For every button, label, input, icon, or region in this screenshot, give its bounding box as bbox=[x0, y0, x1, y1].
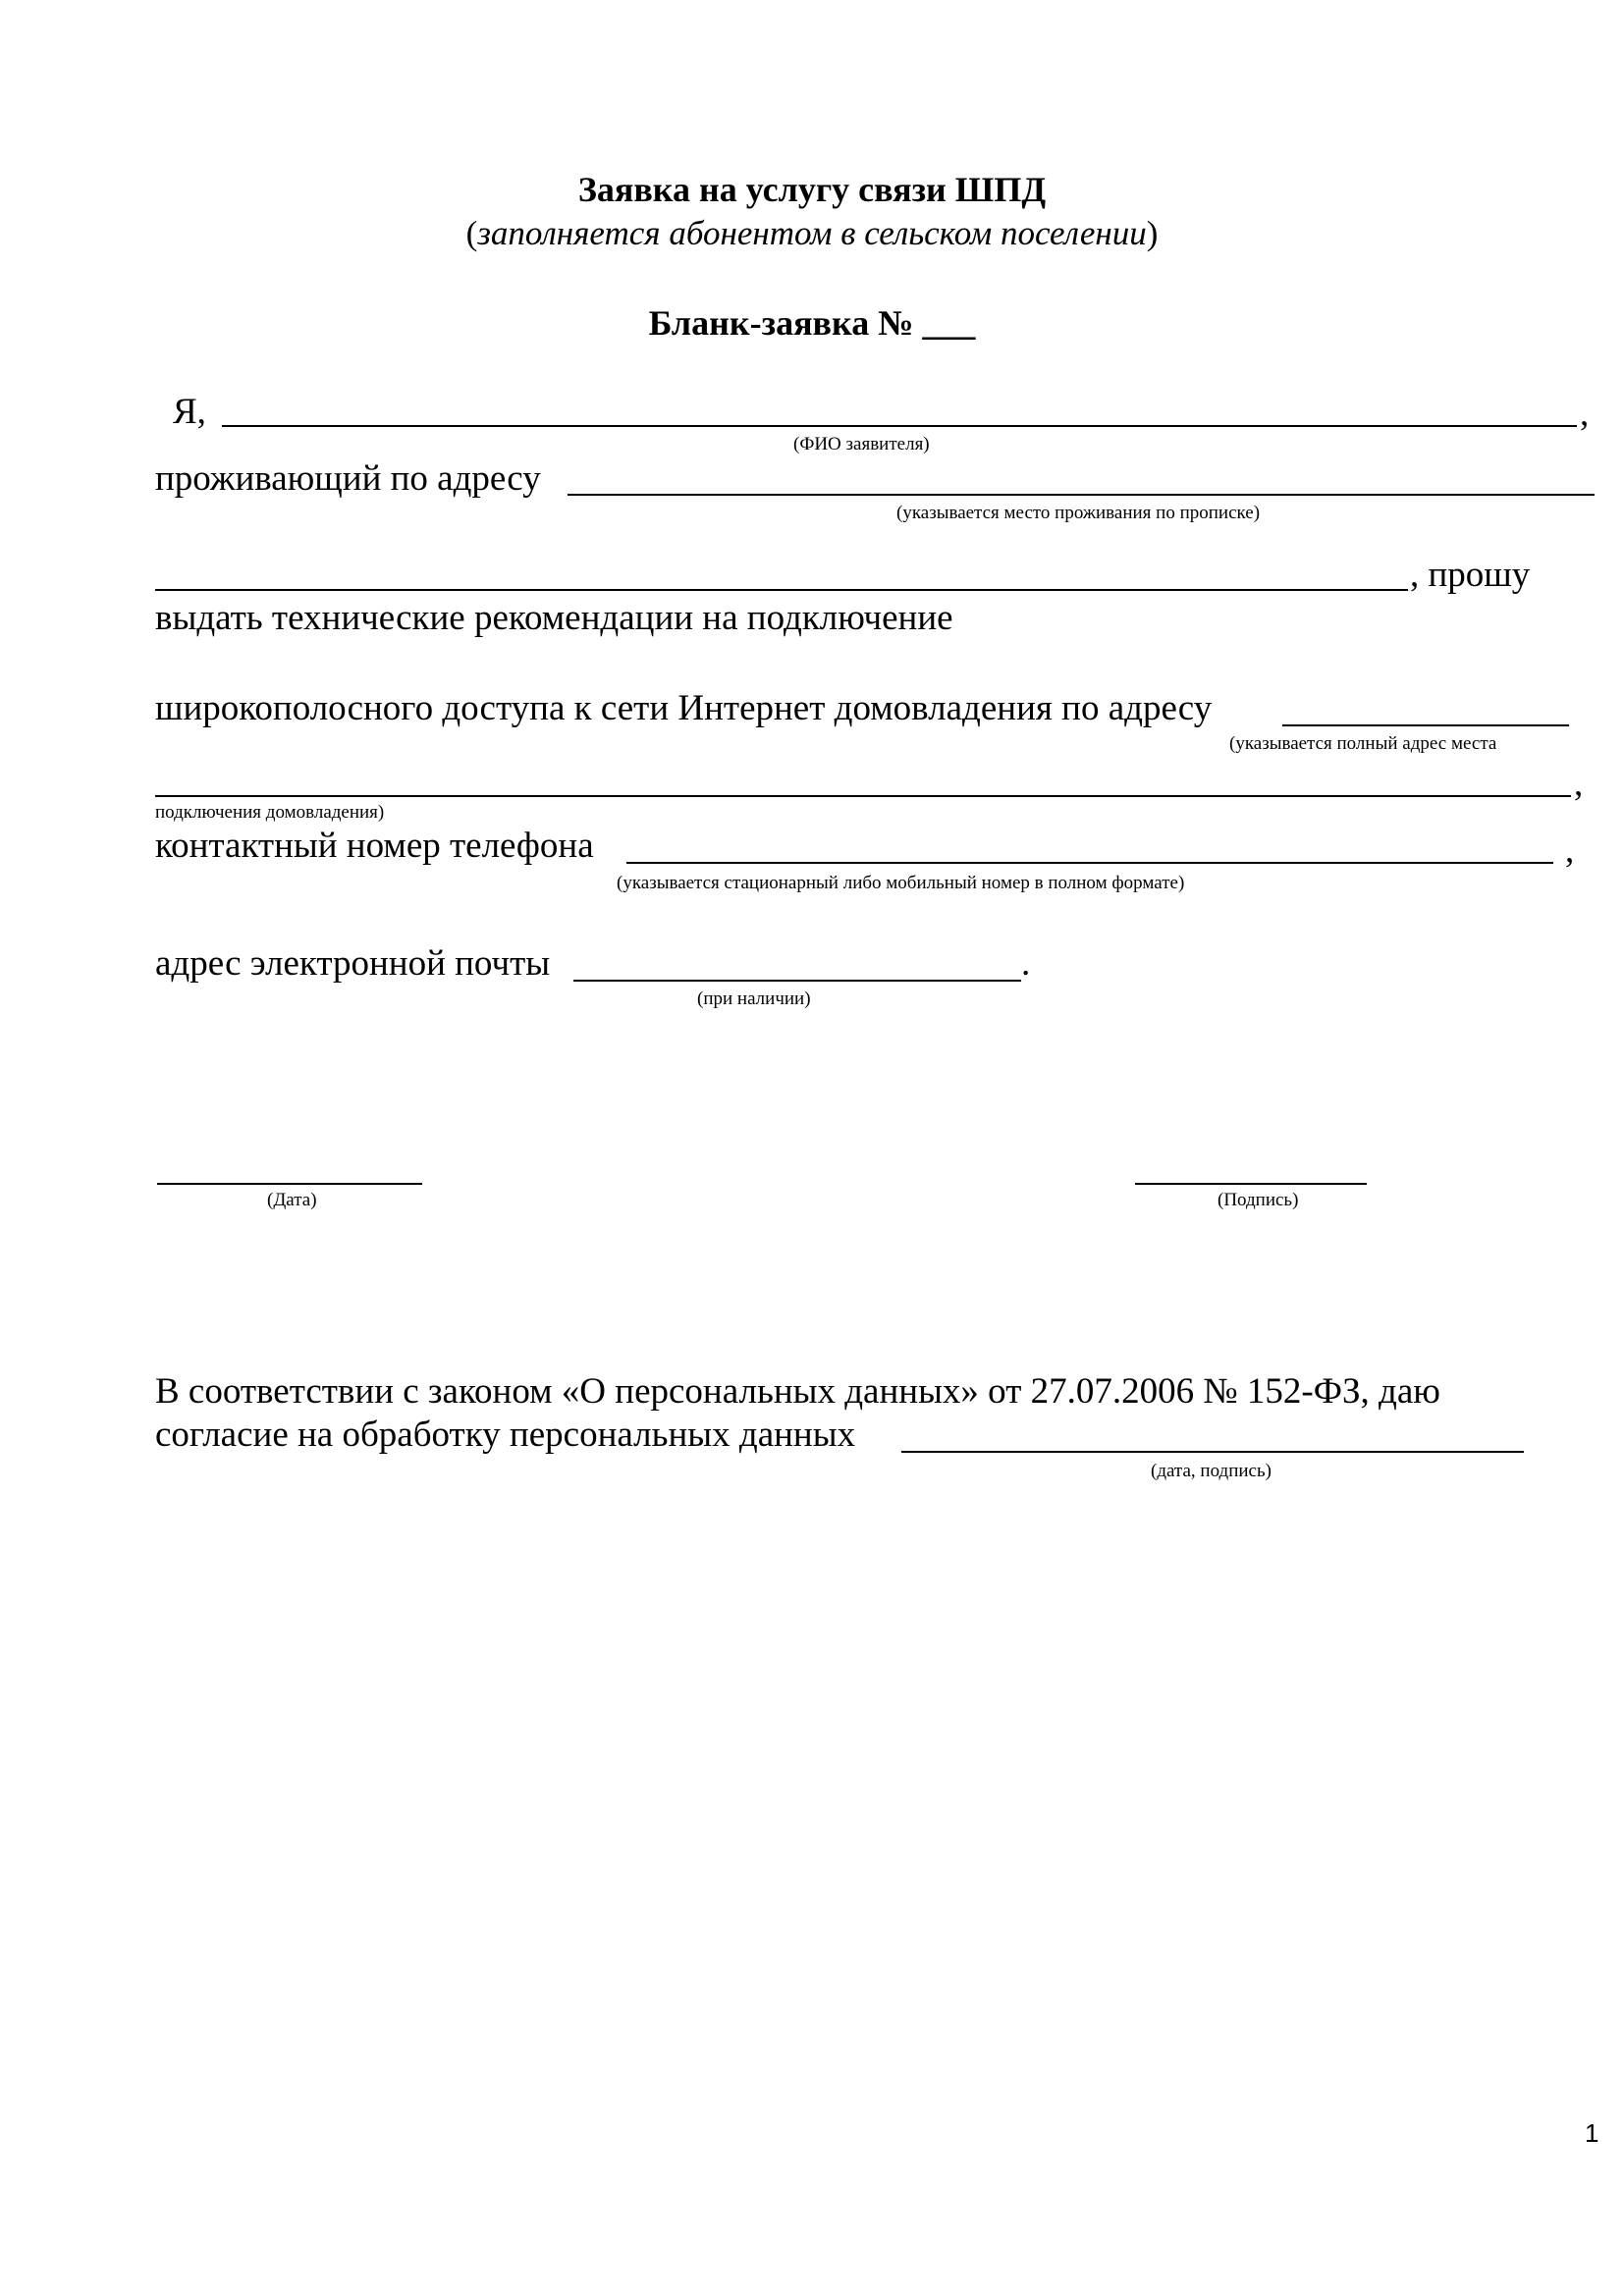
request-line-2: широкополосного доступа к сети Интернет домовладения по адресу bbox=[155, 688, 1213, 728]
form-number-heading: Бланк-заявка № ___ bbox=[648, 303, 976, 343]
residence-address-field[interactable] bbox=[568, 494, 1595, 496]
signature-field[interactable] bbox=[1135, 1183, 1367, 1185]
subtitle-close-paren: ) bbox=[1146, 214, 1159, 252]
consent-line-2: согласие на обработку персональных данных bbox=[155, 1415, 856, 1455]
date-caption: (Дата) bbox=[267, 1190, 317, 1210]
phone-number-field[interactable] bbox=[626, 862, 1553, 864]
phone-comma: , bbox=[1565, 830, 1575, 871]
connection-comma: , bbox=[1574, 764, 1584, 804]
page-number: 1 bbox=[1585, 2118, 1599, 2148]
phone-label: контактный номер телефона bbox=[155, 826, 594, 866]
residence-label: проживающий по адресу bbox=[155, 458, 541, 499]
connection-address-field-continued[interactable] bbox=[155, 795, 1571, 797]
applicant-name-field[interactable] bbox=[222, 425, 1577, 427]
subtitle-open-paren: ( bbox=[465, 214, 478, 252]
signature-caption: (Подпись) bbox=[1218, 1190, 1299, 1210]
applicant-comma: , bbox=[1580, 394, 1590, 434]
consent-date-signature-field[interactable] bbox=[901, 1451, 1524, 1453]
subtitle-italic-text: заполняется абонентом в сельском поселении bbox=[477, 214, 1147, 252]
email-label: адрес электронной почты bbox=[155, 943, 551, 984]
connection-address-field[interactable] bbox=[1282, 724, 1569, 726]
document-title: Заявка на услугу связи ШПД bbox=[577, 170, 1047, 209]
applicant-caption: (ФИО заявителя) bbox=[793, 434, 930, 454]
consent-caption: (дата, подпись) bbox=[1151, 1461, 1272, 1481]
document-subtitle bbox=[0, 214, 1624, 253]
phone-caption: (указывается стационарный либо мобильный номер в полном формате) bbox=[617, 873, 1185, 893]
email-field[interactable] bbox=[573, 980, 1021, 982]
request-suffix: , прошу bbox=[1410, 555, 1531, 595]
connection-caption-part-1: (указывается полный адрес места bbox=[1229, 733, 1497, 754]
email-caption: (при наличии) bbox=[697, 988, 811, 1009]
consent-line-1: В соответствии с законом «О персональных данных» от 27.07.2006 № 152-ФЗ, даю bbox=[155, 1371, 1440, 1412]
request-line-1: выдать технические рекомендации на подключение bbox=[155, 598, 953, 638]
connection-caption-part-2: подключения домовладения) bbox=[155, 802, 385, 823]
email-period: . bbox=[1021, 943, 1031, 984]
residence-caption: (указывается место проживания по прописке) bbox=[896, 503, 1261, 523]
residence-address-field-continued[interactable] bbox=[155, 589, 1408, 591]
date-field[interactable] bbox=[157, 1183, 422, 1185]
applicant-prefix: Я, bbox=[173, 392, 206, 432]
